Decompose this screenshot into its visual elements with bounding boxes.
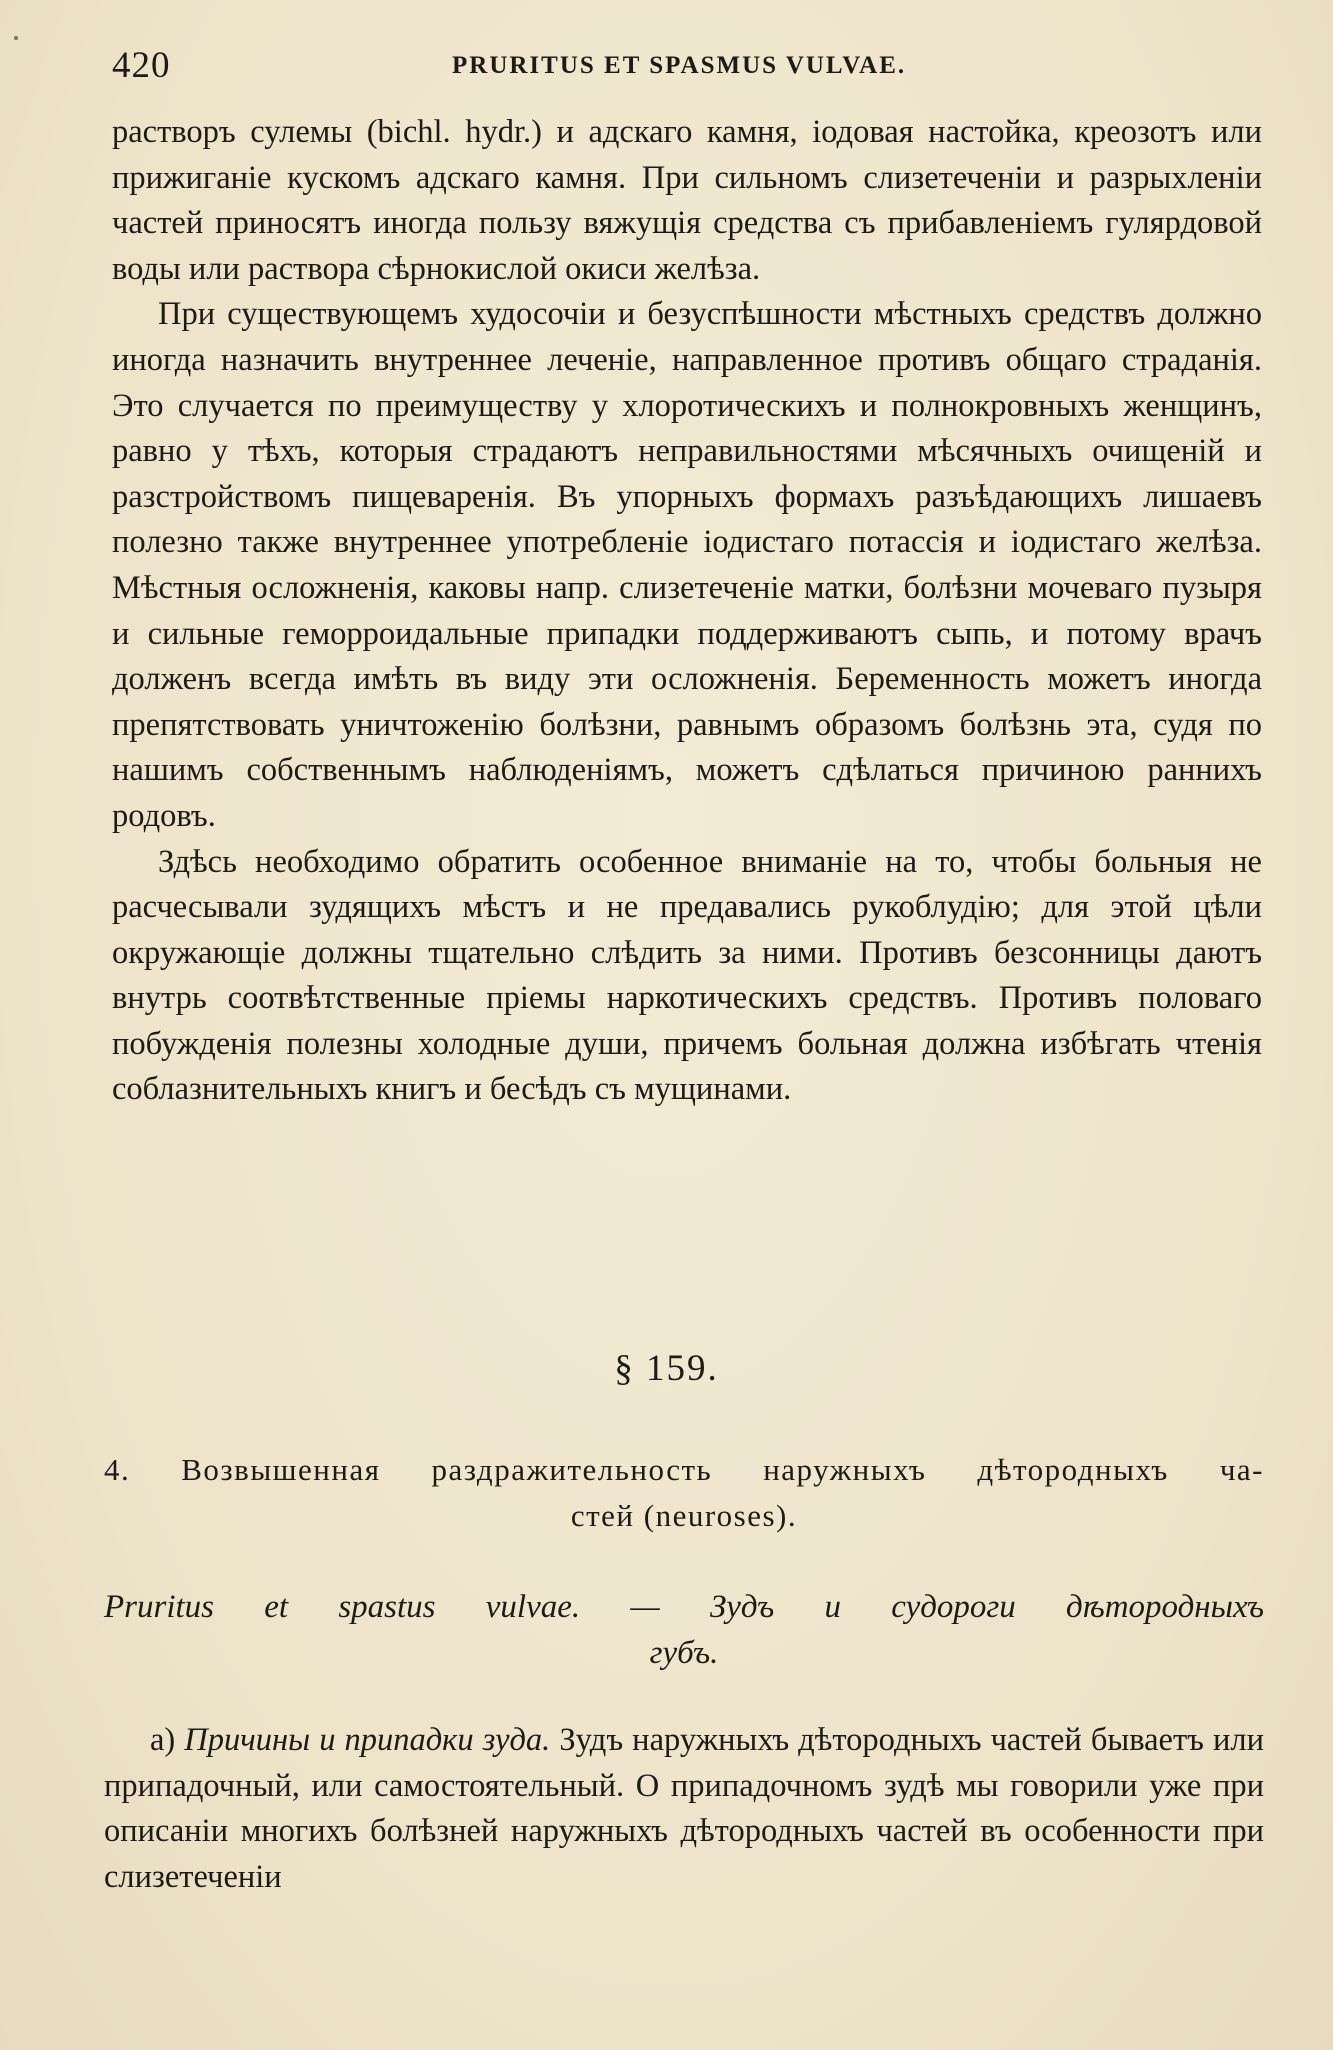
- section-number: § 159.: [614, 1348, 719, 1389]
- section-heading: [104, 1447, 1264, 1539]
- page-number: 420: [112, 45, 171, 86]
- paragraph-3: Здѣсь необходимо обратить особенное вниманіе на то, чтобы больныя не расчесывали зудящихъ мѣстъ и не предавались рукоблудію; для этой цѣли окружающіе должны тщательно слѣдить за ними. Противъ безсонницы даютъ внутрь соотвѣтственные пріемы наркотическихъ средствъ. Противъ половаго побужденія полезны холодные души, причемъ больная должна избѣгать чтенія соблазнительныхъ книгъ и бесѣдъ съ мущинами.: [112, 843, 1262, 1108]
- paragraph-a-title: Причины и припадки зуда.: [184, 1722, 551, 1758]
- paragraph-1: растворъ сулемы (bichl. hydr.) и адскаго камня, іодовая настойка, креозотъ или прижиганіе кускомъ адскаго камня. При сильномъ слизетеченіи и разрыхленіи частей приносятъ иногда пользу вяжущія средства съ прибавленіемъ гулярдовой воды или раствора сѣрнокислой окиси желѣза.: [112, 114, 1262, 287]
- page-header: [112, 44, 1262, 84]
- paragraph-a: [104, 1718, 1264, 1900]
- paragraph-a-text: Зудъ наружныхъ дѣтородныхъ частей бываетъ или припадочный, или самостоятельный. О припадочномъ зудѣ мы говорили уже при описаніи многихъ болѣзней наружныхъ дѣтородныхъ частей въ особенности при слизетеченіи: [104, 1722, 1265, 1895]
- section-heading-line-2: стей (neuroses).: [570, 1498, 798, 1533]
- running-head: PRURITUS ET SPASMUS VULVAE.: [452, 52, 907, 79]
- section-subheading-line-1: Pruritus et spastus vulvae. — Зудъ и судороги дѣтородныхъ: [104, 1589, 1264, 1625]
- body-text: [112, 110, 1262, 1113]
- section-subheading-line-2: губъ.: [649, 1635, 719, 1671]
- print-speck: [14, 36, 18, 40]
- paragraph-a-label: а): [150, 1722, 176, 1758]
- section-subheading: [104, 1584, 1264, 1676]
- paragraph-2: При существующемъ худосочіи и безуспѣшности мѣстныхъ средствъ должно иногда назначить внутреннее леченіе, направленное противъ общаго страданія. Это случается по преимуществу у хлоротическихъ и полнокровныхъ женщинъ, равно у тѣхъ, которыя страдаютъ неправильностями мѣсячныхъ очищеній и разстройствомъ пищеваренія. Въ упорныхъ формахъ разъѣдающихъ лишаевъ полезно также внутреннее употребленіе іодистаго потассія и іодистаго желѣза. Мѣстныя осложненія, каковы напр. слизетеченіе матки, болѣзни мочеваго пузыря и сильные геморроидальные припадки поддерживаютъ сыпь, и потому врачъ долженъ всегда имѣть въ виду эти осложненія. Беременность можетъ иногда препятствовать уничтоженію болѣзни, равнымъ образомъ болѣзнь эта, судя по нашимъ собственнымъ наблюденіямъ, можетъ сдѣлаться причиною раннихъ родовъ.: [112, 296, 1262, 834]
- section-heading-line-1: 4. Возвышенная раздражительность наружныхъ дѣтородныхъ ча-: [104, 1452, 1264, 1487]
